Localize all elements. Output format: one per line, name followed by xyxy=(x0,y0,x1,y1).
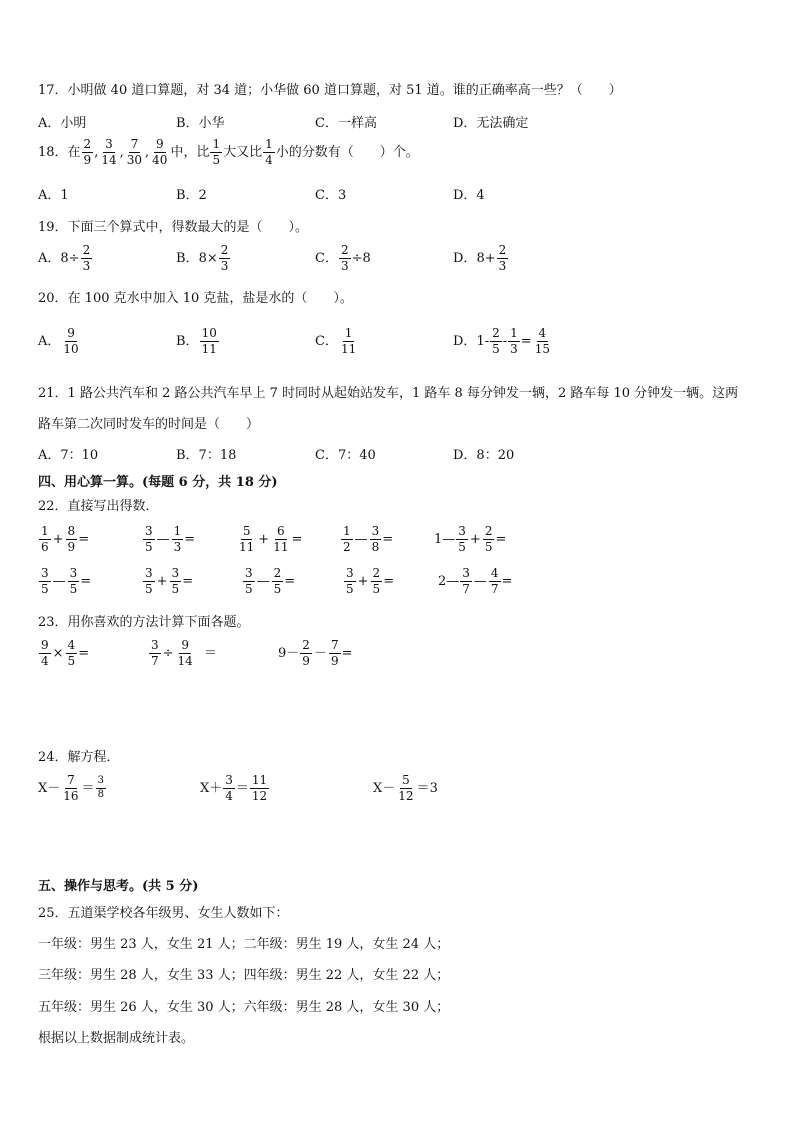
q23-e3: 9－ $\frac{2}{9}$ － $\frac{7}{9}$ = xyxy=(278,638,353,668)
q23-title: 23．用你喜欢的方法计算下面各题。 xyxy=(38,615,250,630)
q20-text: 20．在 100 克水中加入 10 克盐，盐是水的（ ）。 xyxy=(38,291,353,306)
section-4-heading: 四、用心算一算。(每题 6 分，共 18 分) xyxy=(38,475,278,490)
q20-option-d: D． 1- $\frac{2}{5}$ - $\frac{1}{3}$ = $\frac{4}{15}$ xyxy=(453,326,550,356)
q24-e1: X－ $\frac{7}{16}$ ＝ $\frac{3}{8}$ xyxy=(38,773,104,803)
q18-sep: , xyxy=(145,144,150,160)
q18-fraction-1: $\frac{2}{9}$ xyxy=(83,137,92,167)
q22-r1-e1: $\frac{1}{6}$ + $\frac{8}{9}$ = xyxy=(41,524,90,554)
q22-r1-e5: 1— $\frac{3}{5}$ + $\frac{2}{5}$ = xyxy=(434,524,507,554)
q18-stem xyxy=(38,138,419,166)
q18-fraction-3: $\frac{7}{30}$ xyxy=(126,137,143,167)
q18-option-d: D．4 xyxy=(453,188,485,203)
q17-option-c: C．一样高 xyxy=(315,116,377,131)
q18-option-a: A．1 xyxy=(38,188,69,203)
q20-option-b: B． $\frac{10}{11}$ xyxy=(176,326,217,356)
q18-fraction-4: $\frac{9}{40}$ xyxy=(152,137,168,167)
q25-line-1: 一年级：男生 23 人，女生 21 人；二年级：男生 19 人，女生 24 人； xyxy=(38,937,450,952)
q19-option-c: C． $\frac{2}{3}$ ÷8 xyxy=(315,243,371,273)
q25-line-3: 五年级：男生 26 人，女生 30 人；六年级：男生 28 人，女生 30 人； xyxy=(38,1000,450,1015)
q21-option-d: D．8：20 xyxy=(453,448,515,463)
q21-line2: 路车第二次同时发车的时间是（ ） xyxy=(38,417,260,432)
section-5-heading: 五、操作与思考。(共 5 分) xyxy=(38,879,199,894)
q17-text: 17．小明做 40 道口算题，对 34 道；小华做 60 道口算题，对 51 道。谁的正确率高一些？（ ） xyxy=(38,83,622,98)
q18-sep: , xyxy=(94,144,99,160)
q17-option-a: A．小明 xyxy=(38,116,87,131)
q20-option-c: C． $\frac{1}{11}$ xyxy=(315,326,357,356)
q22-r2-e3: $\frac{3}{5}$ — $\frac{2}{5}$ = xyxy=(245,566,296,596)
q23-e1: $\frac{9}{4}$ × $\frac{4}{5}$ = xyxy=(41,638,90,668)
q19-option-d: D． 8+ $\frac{2}{3}$ xyxy=(453,243,507,273)
q22-r2-e4: $\frac{3}{5}$ + $\frac{2}{5}$ = xyxy=(346,566,395,596)
q18-fraction-2: $\frac{3}{14}$ xyxy=(101,137,117,167)
q22-r1-e2: $\frac{3}{5}$ — $\frac{1}{3}$ = xyxy=(145,524,196,554)
q18-mid2: 大又比 xyxy=(223,144,263,160)
q22-r2-e5: 2— $\frac{3}{7}$ — $\frac{4}{7}$ = xyxy=(438,566,513,596)
q18-option-b: B．2 xyxy=(176,188,207,203)
q24-e3: X－ $\frac{5}{12}$ ＝ 3 xyxy=(373,773,438,803)
q19-text: 19．下面三个算式中，得数最大的是（ ）。 xyxy=(38,220,309,235)
q23-e2: $\frac{3}{7}$ ÷ $\frac{9}{14}$ ＝ xyxy=(151,638,217,668)
q18-fraction-lower: $\frac{1}{5}$ xyxy=(212,137,221,167)
q18-prefix: 18．在 xyxy=(38,144,81,160)
q18-option-c: C．3 xyxy=(315,188,347,203)
q22-r1-e3: $\frac{5}{11}$ + $\frac{6}{11}$ = xyxy=(239,524,303,554)
q21-option-b: B．7：18 xyxy=(176,448,237,463)
q25-line-4: 根据以上数据制成统计表。 xyxy=(38,1031,195,1046)
q22-r2-e2: $\frac{3}{5}$ + $\frac{3}{5}$ = xyxy=(145,566,194,596)
q22-r1-e4: $\frac{1}{2}$ — $\frac{3}{8}$ = xyxy=(343,524,394,554)
q22-title: 22．直接写出得数． xyxy=(38,499,159,514)
q22-r2-e1: $\frac{3}{5}$ — $\frac{3}{5}$ = xyxy=(41,566,92,596)
q17-option-d: D．无法确定 xyxy=(453,116,529,131)
q21-line1: 21．1 路公共汽车和 2 路公共汽车早上 7 时同时从起始站发车，1 路车 8 每分钟发一辆，2 路车每 10 分钟发一辆。这两 xyxy=(38,386,739,401)
q25-line-2: 三年级：男生 28 人，女生 33 人；四年级：男生 22 人，女生 22 人； xyxy=(38,968,450,983)
q20-option-a: A． $\frac{9}{10}$ xyxy=(38,326,79,356)
q19-option-b: B． 8× $\frac{2}{3}$ xyxy=(176,243,229,273)
q25-title: 25．五道渠学校各年级男、女生人数如下： xyxy=(38,906,289,921)
q21-option-a: A．7：10 xyxy=(38,448,99,463)
q18-fraction-upper: $\frac{1}{4}$ xyxy=(265,137,273,167)
q18-mid1: 中，比 xyxy=(170,144,210,160)
q18-suffix: 小的分数有（ ）个。 xyxy=(275,144,419,160)
q24-e2: X＋ $\frac{3}{4}$ ＝ $\frac{11}{12}$ xyxy=(200,773,268,803)
q21-option-c: C．7：40 xyxy=(315,448,376,463)
q17-option-b: B．小华 xyxy=(176,116,225,131)
q18-sep: , xyxy=(119,144,124,160)
q24-title: 24．解方程． xyxy=(38,750,120,765)
q19-option-a: A． 8÷ $\frac{2}{3}$ xyxy=(38,243,91,273)
